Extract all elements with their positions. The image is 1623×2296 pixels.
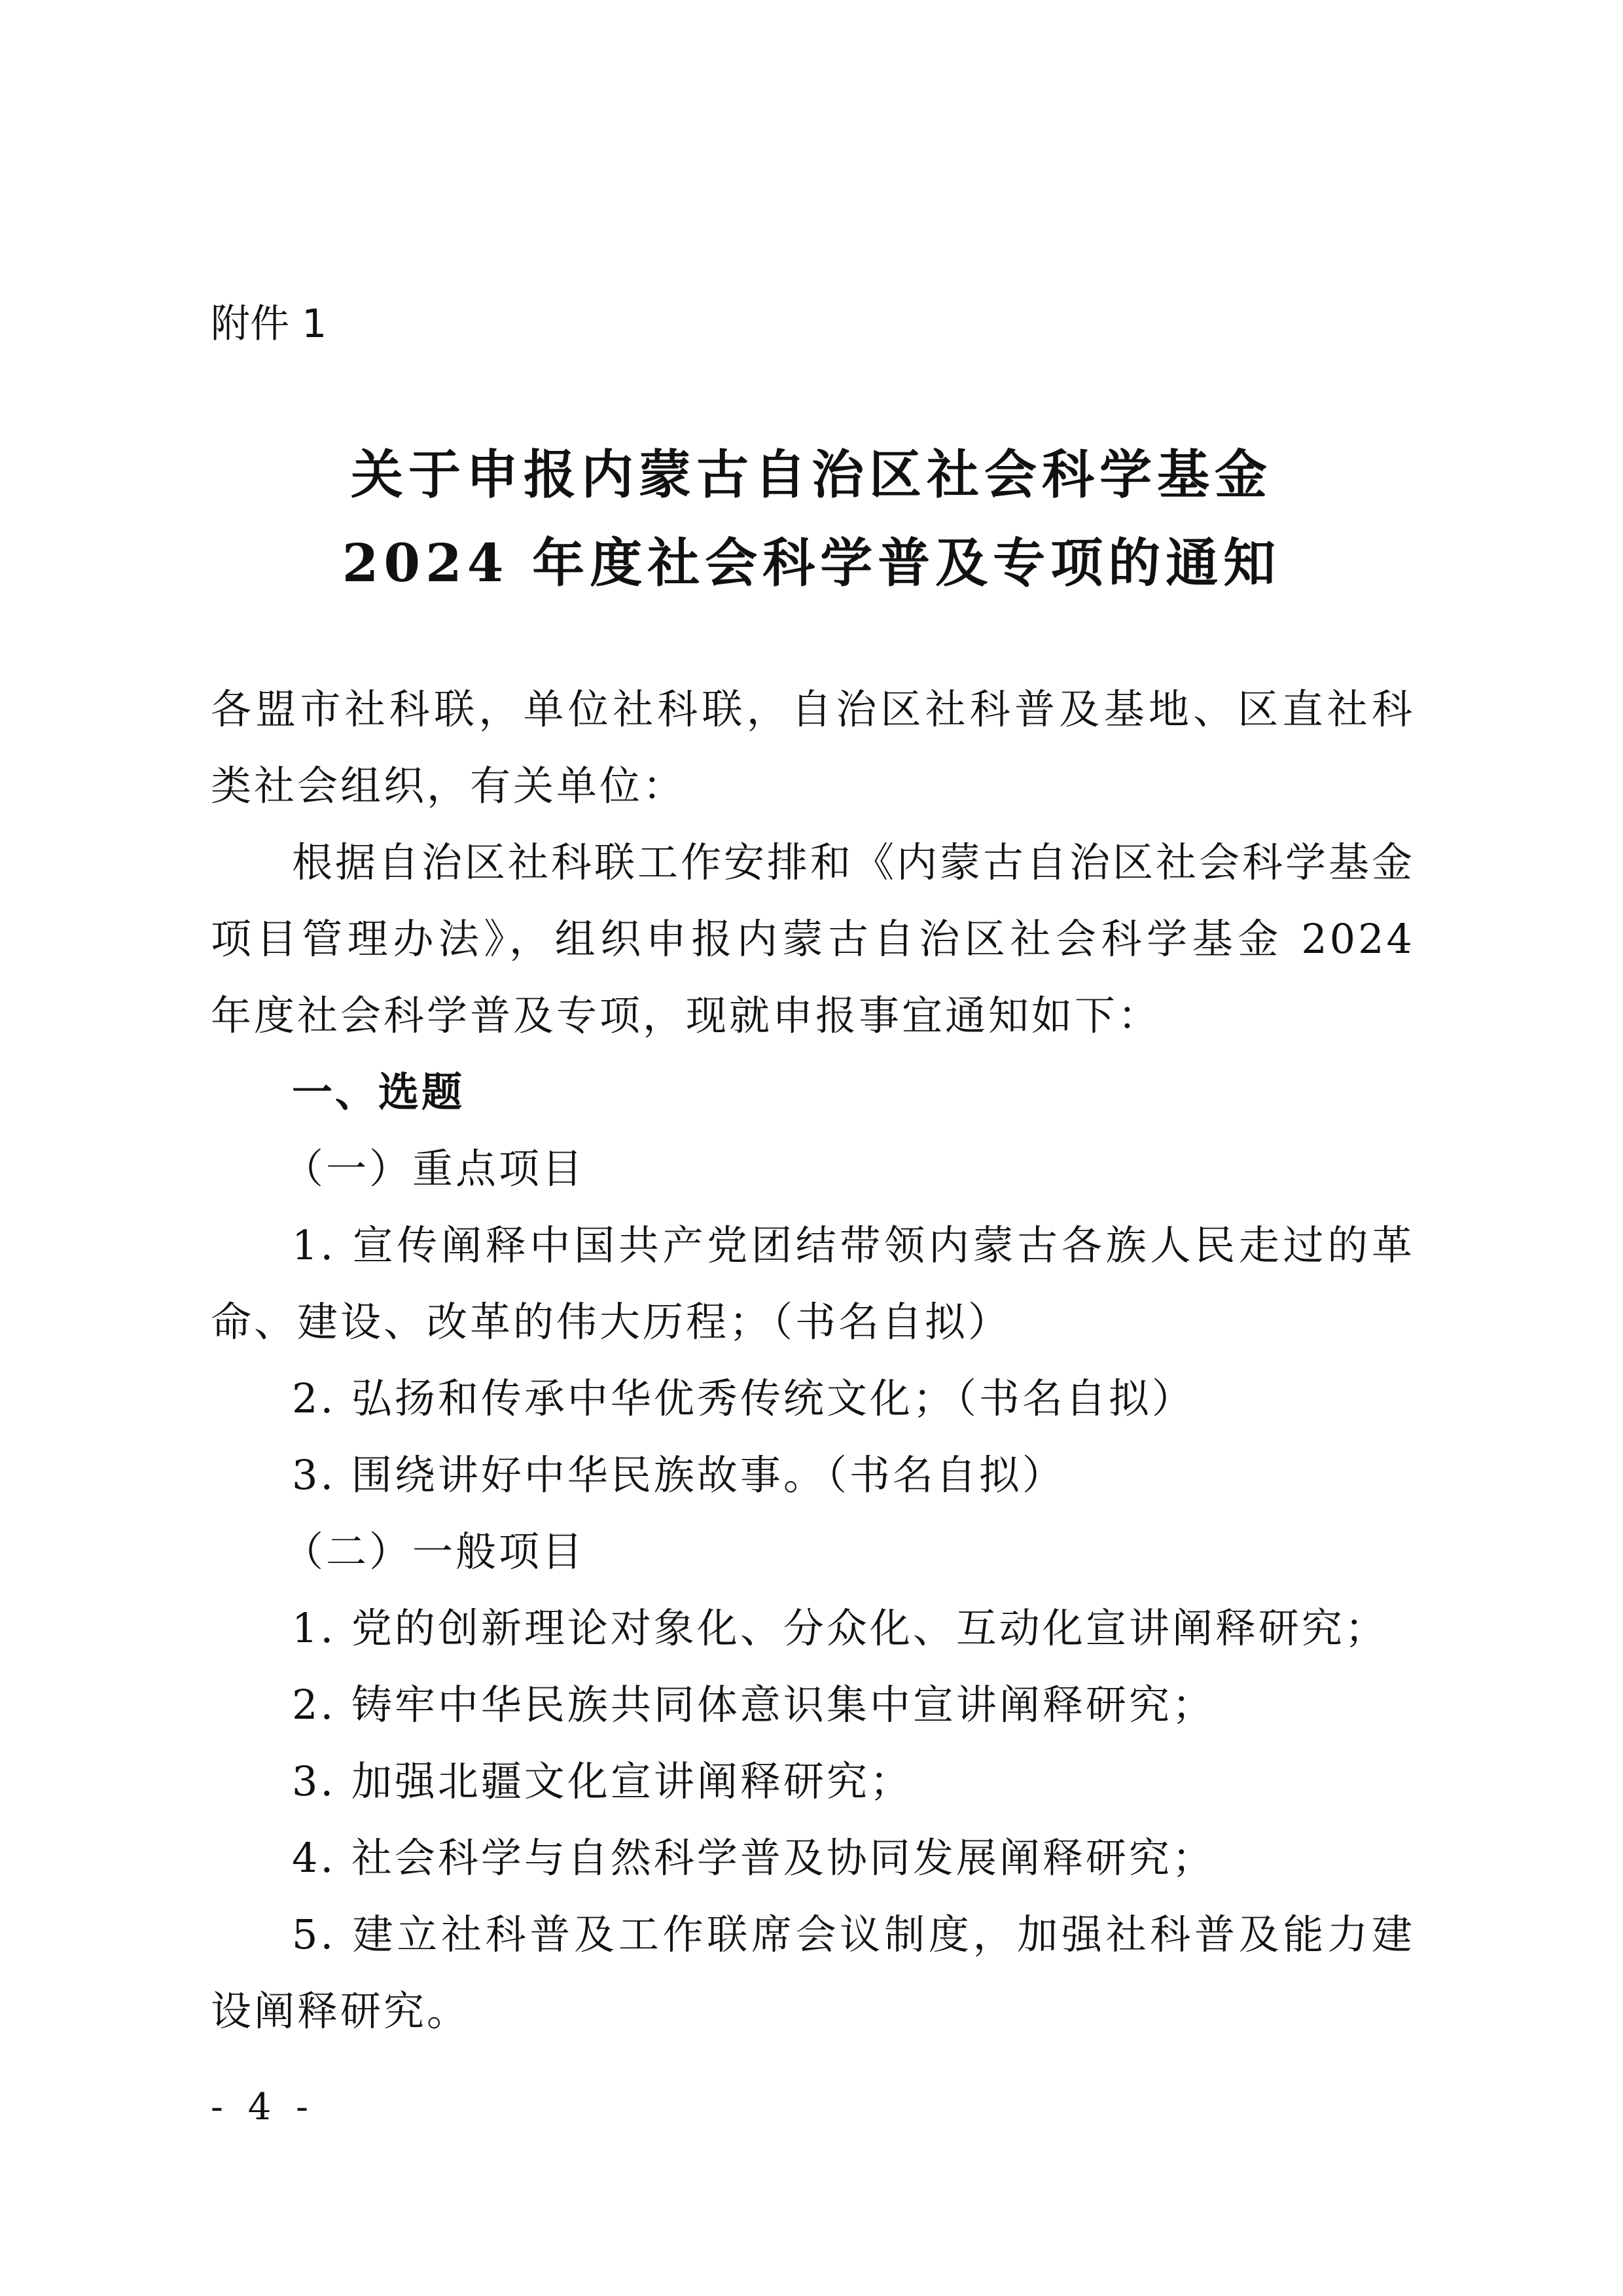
general-item-5: 5. 建立社科普及工作联席会议制度，加强社科普及能力建设阐释研究。 — [211, 1910, 1415, 2035]
document-title-line-1: 关于申报内蒙古自治区社会科学基金 — [351, 444, 1272, 505]
key-item-3: 3. 围绕讲好中华民族故事。（书名自拟） — [292, 1451, 1065, 1499]
document-title-line-2: 2024 年度社会科学普及专项的通知 — [342, 532, 1281, 594]
key-item-2: 2. 弘扬和传承中华优秀传统文化；（书名自拟） — [292, 1374, 1195, 1422]
intro-paragraph: 根据自治区社科联工作安排和《内蒙古自治区社会科学基金项目管理办法》，组织申报内蒙古自治区社会科学基金 2024 年度社会科学普及专项，现就申报事宜通知如下： — [211, 838, 1416, 1039]
page-number: - 4 - — [211, 2086, 315, 2128]
section-heading-topics: 一、选题 — [292, 1068, 465, 1116]
general-item-3: 3. 加强北疆文化宣讲阐释研究； — [292, 1757, 913, 1805]
general-item-1: 1. 党的创新理论对象化、分众化、互动化宣讲阐释研究； — [292, 1604, 1388, 1652]
subheading-general-projects: （二）一般项目 — [283, 1528, 586, 1575]
document-body — [211, 671, 1415, 2049]
key-item-1: 1. 宣传阐释中国共产党团结带领内蒙古各族人民走过的革命、建设、改革的伟大历程；（书名自拟） — [211, 1221, 1415, 1346]
subheading-key-projects: （一）重点项目 — [283, 1145, 586, 1193]
general-item-2: 2. 铸牢中华民族共同体意识集中宣讲阐释研究； — [292, 1681, 1215, 1729]
salutation: 各盟市社科联，单位社科联，自治区社科普及基地、区直社科类社会组织，有关单位： — [211, 685, 1415, 810]
general-item-4: 4. 社会科学与自然科学普及协同发展阐释研究； — [292, 1834, 1215, 1882]
attachment-label: 附件 1 — [211, 301, 327, 347]
